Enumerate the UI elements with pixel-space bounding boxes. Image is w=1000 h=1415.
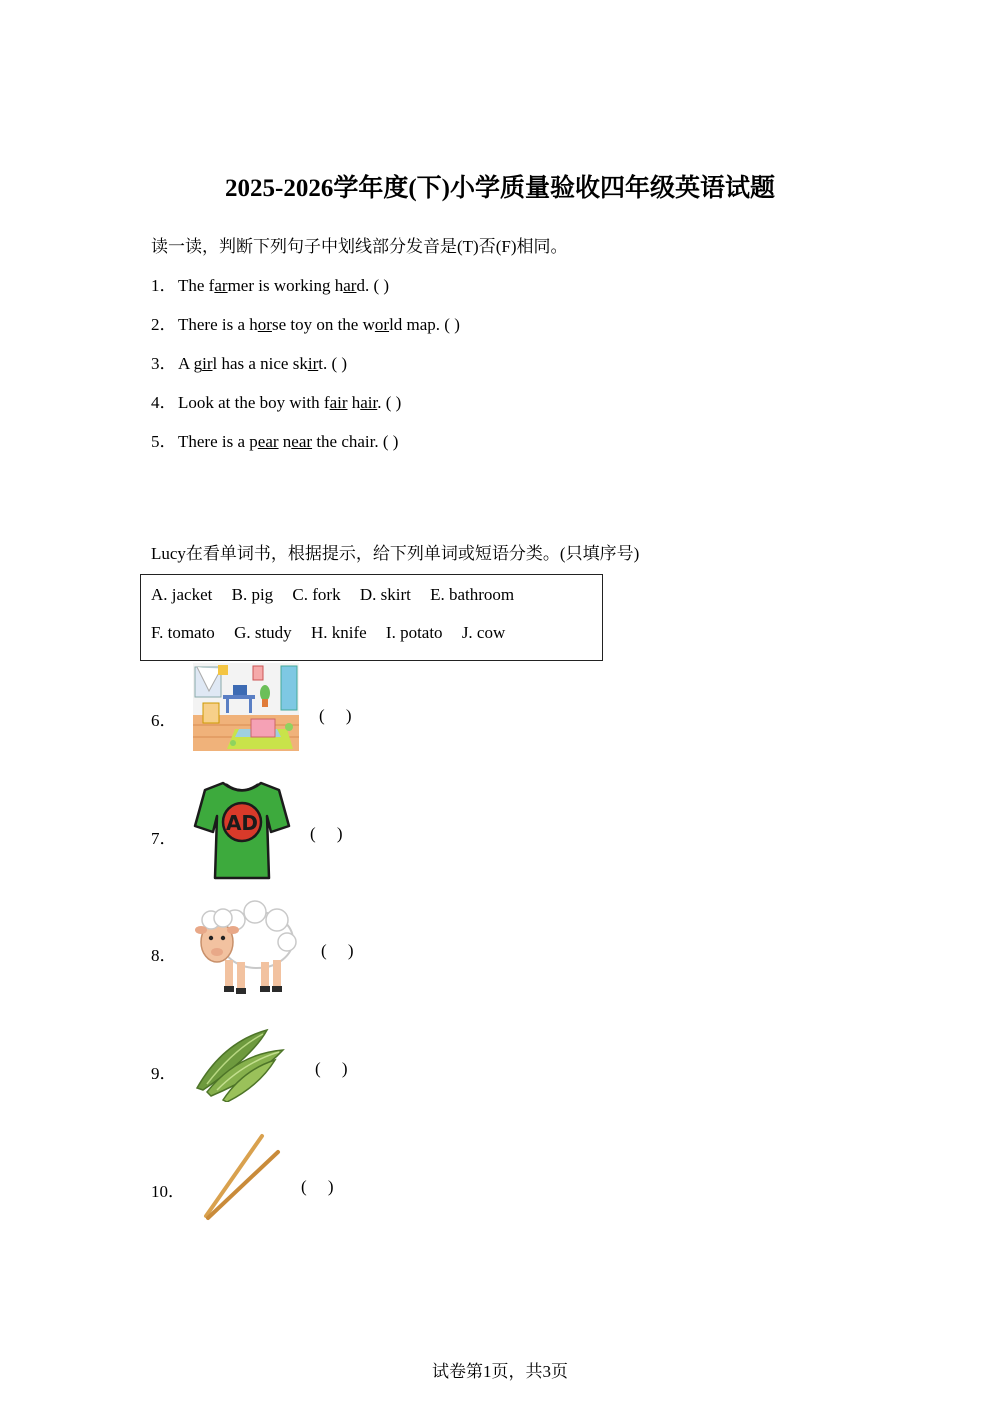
item-number-8: 8． [151, 946, 177, 965]
bean-pods-icon [193, 1026, 287, 1102]
room-icon [193, 663, 299, 751]
underlined-sound: ar [214, 276, 228, 295]
word-option: J. cow [461, 623, 506, 642]
tshirt-icon [193, 780, 291, 880]
question-1: 1．The farmer is working hard. ( ) [151, 271, 389, 296]
word-option: H. knife [310, 623, 367, 642]
word-option: G. study [234, 623, 292, 642]
answer-blank-10[interactable]: ( ) [301, 1177, 334, 1196]
word-option: I. potato [385, 623, 443, 642]
word-option: B. pig [231, 585, 274, 604]
question-2: 2．There is a horse toy on the world map. ( ) [151, 310, 460, 335]
underlined-sound: ear [291, 432, 313, 451]
underlined-sound: air [329, 393, 348, 412]
question-3: 3．A girl has a nice skirt. ( ) [151, 349, 347, 374]
underlined-sound: ar [343, 276, 357, 295]
underlined-sound: ear [257, 432, 279, 451]
underlined-sound: ir [202, 354, 213, 373]
section1-instruction: 读一读，判断下列句子中划线部分发音是(T)否(F)相同。 [151, 237, 568, 256]
page-title: 2025-2026学年度(下)小学质量验收四年级英语试题 [225, 175, 775, 202]
question-5: 5．There is a pear near the chair. ( ) [151, 427, 398, 452]
word-bank-box [140, 574, 603, 661]
question-4: 4．Look at the boy with fair hair. ( ) [151, 388, 401, 413]
item-number-6: 6． [151, 711, 177, 730]
question-number: 4． [151, 393, 177, 412]
answer-blank-9[interactable]: ( ) [315, 1059, 348, 1078]
underlined-sound: air [360, 393, 378, 412]
word-option: A. jacket [151, 585, 213, 604]
word-bank-row-2 [151, 623, 520, 643]
word-option: E. bathroom [430, 585, 515, 604]
word-option: D. skirt [359, 585, 411, 604]
answer-blank-7[interactable]: ( ) [310, 824, 343, 843]
word-option: C. fork [292, 585, 341, 604]
answer-blank-8[interactable]: ( ) [321, 941, 354, 960]
item-number-7: 7． [151, 829, 177, 848]
question-number: 2． [151, 315, 177, 334]
underlined-sound: ir [307, 354, 319, 373]
item-number-10: 10． [151, 1182, 185, 1201]
question-number: 5． [151, 432, 177, 451]
svg-text:AD: AD [225, 811, 259, 835]
section2-instruction: Lucy在看单词书，根据提示，给下列单词或短语分类。(只填序号) [151, 544, 640, 563]
chopsticks-icon [198, 1132, 284, 1224]
answer-blank-6[interactable]: ( ) [319, 706, 352, 725]
underlined-sound: or [374, 315, 390, 334]
word-bank-row-1 [151, 585, 529, 605]
question-number: 1． [151, 276, 177, 295]
underlined-sound: or [257, 315, 272, 334]
word-option: F. tomato [151, 623, 215, 642]
sheep-icon [193, 898, 297, 996]
page-footer: 试卷第1页，共3页 [432, 1362, 568, 1381]
question-number: 3． [151, 354, 177, 373]
item-number-9: 9． [151, 1064, 177, 1083]
